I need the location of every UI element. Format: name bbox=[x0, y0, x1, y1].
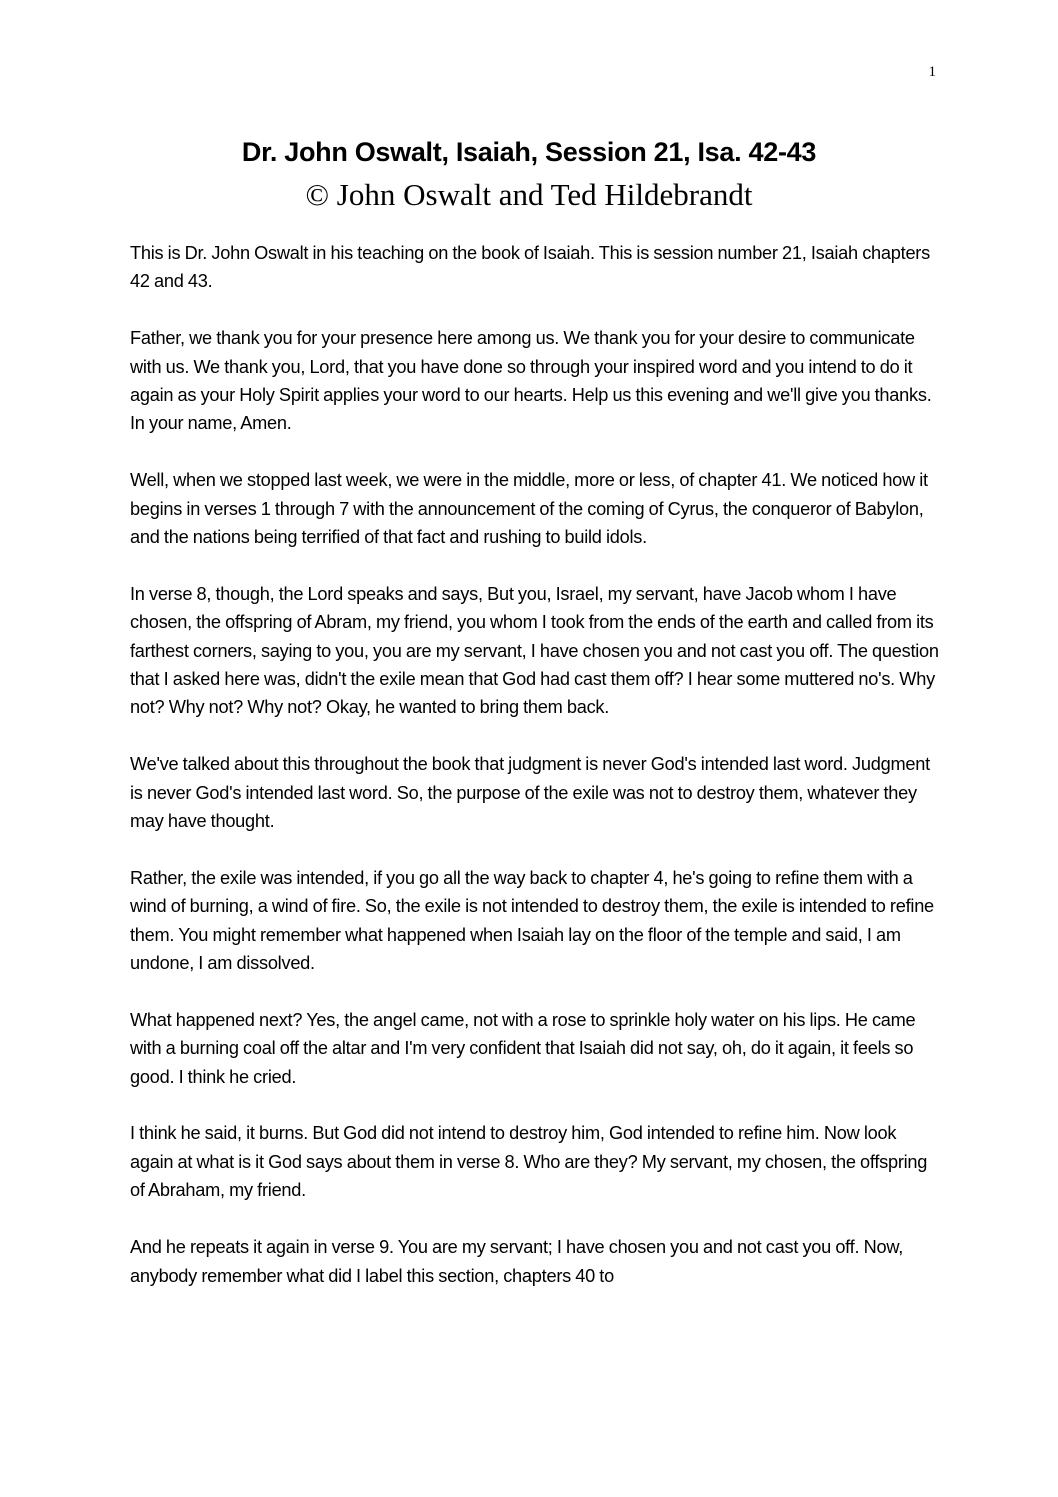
paragraph: What happened next? Yes, the angel came, not with a rose to sprinkle holy water on his lips. He came with a burning coal off the altar and I'm very confident that Isaiah did not say, oh, do it again, it feels so good. I think he cried. bbox=[130, 1009, 916, 1087]
paragraph: And he repeats it again in verse 9. You are my servant; I have chosen you and not cast you off. Now, anybody remember what did I label this section, chapters 40 to bbox=[130, 1237, 903, 1286]
paragraph: This is Dr. John Oswalt in his teaching on the book of Isaiah. This is session number 21, Isaiah chapters 42 and 43. bbox=[130, 243, 930, 292]
paragraph: I think he said, it burns. But God did not intend to destroy him, God intended to refine him. Now look again at what is it God says about them in verse 8. Who are they? My servant, my chosen, the offspring of Abraham, my friend. bbox=[130, 1123, 928, 1201]
paragraph: Father, we thank you for your presence here among us. We thank you for your desire to communicate with us. We thank you, Lord, that you have done so through your inspired word and you intend to do it again as your Holy Spirit applies your word to our hearts. Help us this evening and we'll give you thanks. In your name, Amen. bbox=[130, 328, 932, 434]
page-number: 1 bbox=[928, 64, 936, 80]
transcript-body bbox=[130, 239, 940, 1318]
paragraph: Rather, the exile was intended, if you go all the way back to chapter 4, he's going to refine them with a wind of burning, a wind of fire. So, the exile is not intended to destroy them, the exile is intended to refine them. You might remember what happened when Isaiah lay on the floor of the temple and said, I am undone, I am dissolved. bbox=[130, 867, 934, 974]
paragraph: We've talked about this throughout the book that judgment is never God's intended last word. Judgment is never God's intended last word. So, the purpose of the exile was not to destroy them, whatever they may have thought. bbox=[130, 754, 930, 832]
paragraph: Well, when we stopped last week, we were in the middle, more or less, of chapter 41. We noticed how it begins in verses 1 through 7 with the announcement of the coming of Cyrus, the conqueror of Babylon, and the nations being terrified of that fact and rushing to build idols. bbox=[130, 470, 928, 548]
paragraph: In verse 8, though, the Lord speaks and says, But you, Israel, my servant, have Jacob whom I have chosen, the offspring of Abram, my friend, you whom I took from the ends of the earth and called from its farthest corners, saying to you, you are my servant, I have chosen you and not cast you off. The question that I asked here was, didn't the exile mean that God had cast them off? I hear some muttered no's. Why not? Why not? Why not? Okay, he wanted to bring them back. bbox=[130, 583, 939, 718]
document-title: Dr. John Oswalt, Isaiah, Session 21, Isa. 42-43 bbox=[241, 137, 817, 167]
copyright-line: © John Oswalt and Ted Hildebrandt bbox=[305, 177, 753, 212]
